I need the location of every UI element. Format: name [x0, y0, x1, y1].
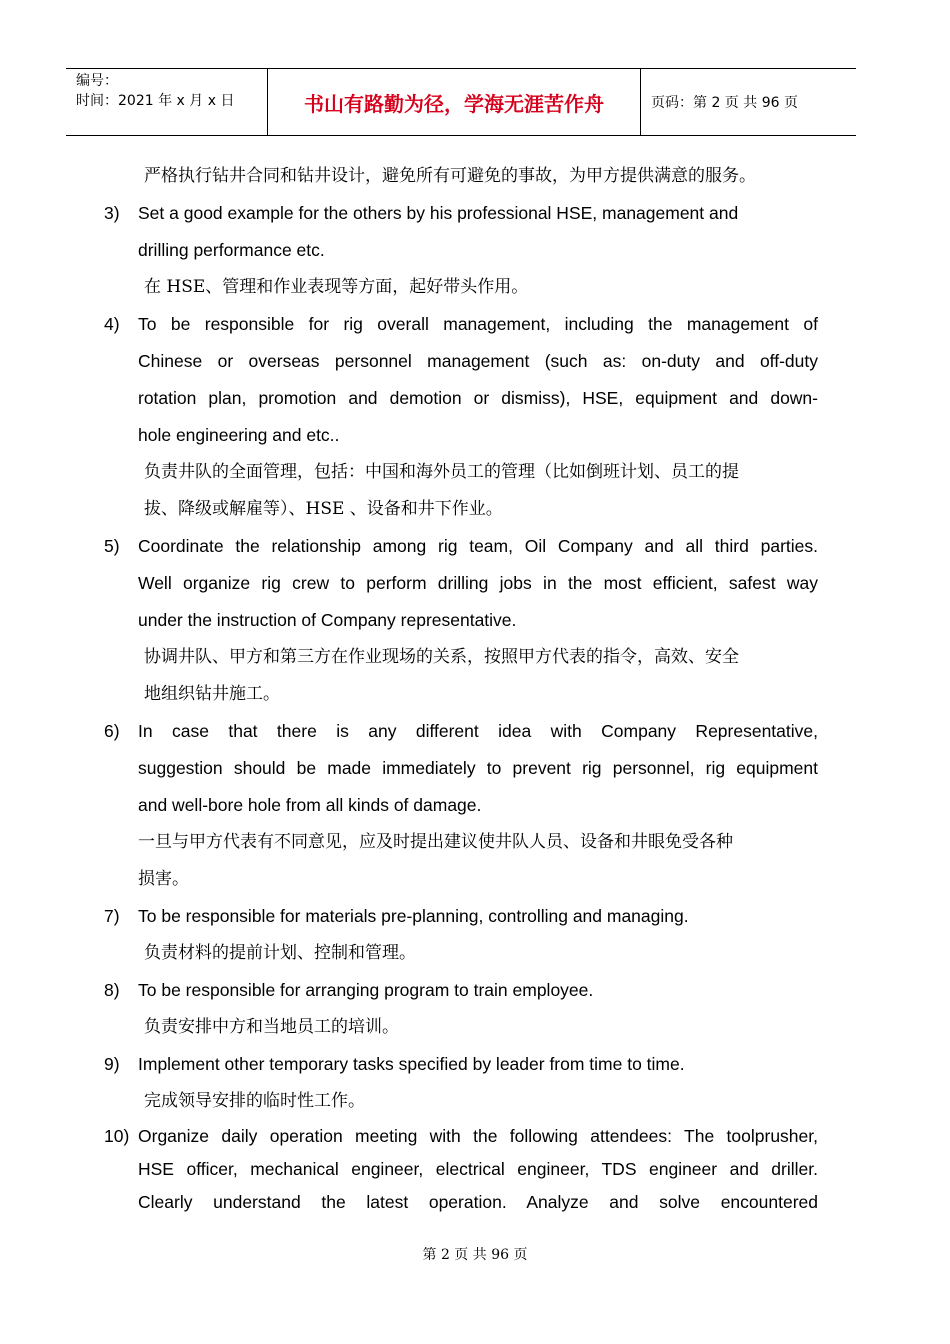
list-text-continued: Clearly understand the latest operation. Analyze and solve encountered — [138, 1192, 818, 1212]
document-time-label: 时间：2021 年 x 月 x 日 — [76, 93, 235, 109]
list-number: 8) — [104, 980, 120, 1000]
list-text-continued: and well-bore hole from all kinds of damage. — [138, 795, 482, 815]
list-item-translation: 拔、降级或解雇等）、HSE 、设备和井下作业。 — [144, 499, 503, 519]
list-text-continued: rotation plan, promotion and demotion or dismiss), HSE, equipment and down- — [138, 388, 818, 408]
page-header — [66, 68, 856, 136]
list-item-8 — [104, 972, 818, 1009]
list-text-continued: Well organize rig crew to perform drilling jobs in the most efficient, safest way — [138, 573, 818, 593]
list-item-10 — [104, 1120, 818, 1153]
list-number: 10) — [104, 1126, 130, 1146]
list-text: Implement other temporary tasks specified by leader from time to time. — [138, 1054, 685, 1074]
list-text-continued: Chinese or overseas personnel management (such as: on-duty and off-duty — [138, 351, 818, 371]
list-text: In case that there is any different idea with Company Representative, — [138, 721, 818, 741]
list-text-continued: drilling performance etc. — [138, 240, 325, 260]
document-number-label: 编号： — [76, 73, 118, 89]
list-text-continued: HSE officer, mechanical engineer, electrical engineer, TDS engineer and driller. — [138, 1159, 818, 1179]
list-number: 4) — [104, 314, 120, 334]
list-number: 7) — [104, 906, 120, 926]
list-item-translation: 负责井队的全面管理，包括：中国和海外员工的管理（比如倒班计划、员工的提 — [144, 462, 739, 482]
list-text: Coordinate the relationship among rig team, Oil Company and all third parties. — [138, 536, 818, 556]
list-item-translation: 一旦与甲方代表有不同意见，应及时提出建议使井队人员、设备和井眼免受各种 — [138, 832, 733, 852]
list-number: 3) — [104, 203, 120, 223]
list-item-3 — [104, 195, 818, 232]
list-text: Set a good example for the others by his professional HSE, management and — [138, 203, 739, 223]
list-item-translation: 在 HSE、管理和作业表现等方面，起好带头作用。 — [144, 277, 529, 297]
list-item-9 — [104, 1046, 818, 1083]
list-number: 9) — [104, 1054, 120, 1074]
list-item-7 — [104, 898, 818, 935]
header-motto: 书山有路勤为径，学海无涯苦作舟 — [267, 69, 641, 135]
list-text: To be responsible for arranging program to train employee. — [138, 980, 594, 1000]
list-text: Organize daily operation meeting with the following attendees: The toolprusher, — [138, 1126, 818, 1146]
list-item-translation: 负责材料的提前计划、控制和管理。 — [144, 943, 416, 963]
list-text-continued: suggestion should be made immediately to prevent rig personnel, rig equipment — [138, 758, 818, 778]
document-body — [104, 158, 818, 1219]
list-item-4 — [104, 306, 818, 343]
page-footer: 第 2 页 共 96 页 — [422, 1247, 528, 1263]
list-number: 6) — [104, 721, 120, 741]
body-line: 严格执行钻井合同和钻井设计，避免所有可避免的事故，为甲方提供满意的服务。 — [144, 166, 756, 186]
list-item-translation: 协调井队、甲方和第三方在作业现场的关系，按照甲方代表的指令，高效、安全 — [144, 647, 739, 667]
list-item-translation: 负责安排中方和当地员工的培训。 — [144, 1017, 399, 1037]
list-item-5 — [104, 528, 818, 565]
list-text: To be responsible for materials pre-planning, controlling and managing. — [138, 906, 689, 926]
list-item-translation: 完成领导安排的临时性工作。 — [144, 1091, 365, 1111]
list-item-translation: 地组织钻井施工。 — [144, 684, 280, 704]
list-item-6 — [104, 713, 818, 750]
header-page-info: 页码：第 2 页 共 96 页 — [651, 95, 798, 111]
list-text: To be responsible for rig overall management, including the management of — [138, 314, 818, 334]
list-text-continued: hole engineering and etc.. — [138, 425, 340, 445]
header-meta — [66, 69, 267, 135]
list-number: 5) — [104, 536, 120, 556]
list-item-translation: 损害。 — [138, 869, 189, 889]
list-text-continued: under the instruction of Company representative. — [138, 610, 517, 630]
